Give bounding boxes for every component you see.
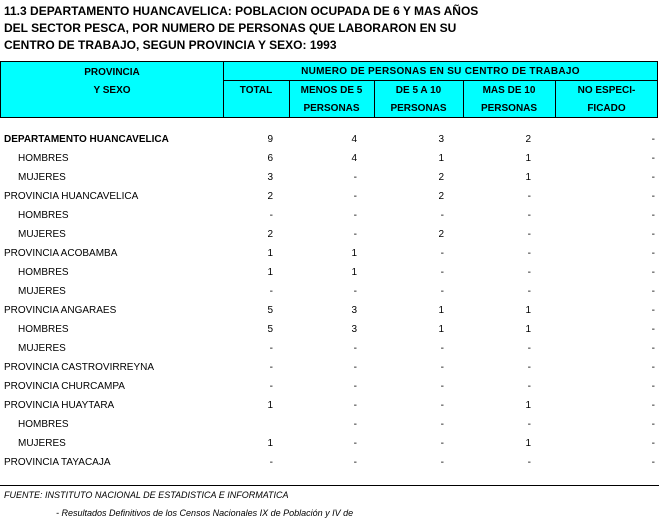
- cell-mas10: -: [527, 210, 531, 221]
- header-group: NUMERO DE PERSONAS EN SU CENTRO DE TRABAJO: [301, 66, 580, 77]
- cell-mas10: 2: [525, 134, 531, 145]
- cell-de5a10: -: [440, 419, 444, 430]
- header-mas10-b: PERSONAS: [480, 103, 538, 114]
- row-label: HOMBRES: [18, 324, 69, 335]
- cell-mas10: -: [527, 457, 531, 468]
- cell-menos5: -: [353, 381, 357, 392]
- cell-total: 1: [267, 438, 273, 449]
- row-label: PROVINCIA CASTROVIRREYNA: [4, 362, 155, 373]
- cell-noesp: -: [651, 248, 655, 259]
- row-label: PROVINCIA HUANCAVELICA: [4, 191, 139, 202]
- table-row: [0, 282, 659, 301]
- cell-total: -: [269, 381, 273, 392]
- cell-mas10: -: [527, 248, 531, 259]
- table-row: [0, 263, 659, 282]
- cell-total: 2: [267, 229, 273, 240]
- title-line-1: 11.3 DEPARTAMENTO HUANCAVELICA: POBLACION OCUPADA DE 6 Y MAS AÑOS: [4, 4, 479, 18]
- cell-mas10: 1: [525, 305, 531, 316]
- header-mas10-a: MAS DE 10: [482, 85, 536, 96]
- cell-mas10: -: [527, 362, 531, 373]
- cell-menos5: -: [353, 286, 357, 297]
- cell-menos5: -: [353, 343, 357, 354]
- cell-total: 5: [267, 305, 273, 316]
- header-total: TOTAL: [239, 85, 273, 96]
- cell-total: -: [269, 457, 273, 468]
- cell-noesp: -: [651, 438, 655, 449]
- cell-de5a10: 1: [438, 153, 444, 164]
- cell-de5a10: -: [440, 286, 444, 297]
- cell-menos5: -: [353, 419, 357, 430]
- table-row: [0, 206, 659, 225]
- cell-de5a10: 2: [438, 172, 444, 183]
- cell-mas10: 1: [525, 438, 531, 449]
- cell-mas10: 1: [525, 324, 531, 335]
- table-row: [0, 434, 659, 453]
- header-menos5-b: PERSONAS: [303, 103, 360, 114]
- footer-note: - Resultados Definitivos de los Censos Nacionales IX de Población y IV de: [56, 508, 354, 518]
- table-row: [0, 168, 659, 187]
- cell-menos5: -: [353, 438, 357, 449]
- cell-noesp: -: [651, 210, 655, 221]
- row-label: HOMBRES: [18, 267, 69, 278]
- row-label: MUJERES: [18, 286, 66, 297]
- cell-de5a10: -: [440, 248, 444, 259]
- cell-mas10: 1: [525, 400, 531, 411]
- cell-de5a10: -: [440, 400, 444, 411]
- cell-de5a10: -: [440, 362, 444, 373]
- table-row: [0, 187, 659, 206]
- row-label: PROVINCIA ANGARAES: [4, 305, 117, 316]
- cell-total: -: [269, 286, 273, 297]
- cell-noesp: -: [651, 381, 655, 392]
- cell-menos5: -: [353, 362, 357, 373]
- row-label: PROVINCIA HUAYTARA: [4, 400, 115, 411]
- row-label: PROVINCIA CHURCAMPA: [4, 381, 125, 392]
- footer-source: FUENTE: INSTITUTO NACIONAL DE ESTADISTICA E INFORMATICA: [4, 490, 289, 500]
- row-label: DEPARTAMENTO HUANCAVELICA: [4, 134, 169, 145]
- row-label: PROVINCIA ACOBAMBA: [4, 248, 118, 259]
- header-sexo: Y SEXO: [93, 85, 131, 96]
- table-row: [0, 358, 659, 377]
- header-noesp-a: NO ESPECI-: [577, 85, 636, 96]
- table-row: [0, 453, 659, 472]
- cell-menos5: 1: [351, 267, 357, 278]
- cell-noesp: -: [651, 457, 655, 468]
- row-label: MUJERES: [18, 438, 66, 449]
- cell-de5a10: 1: [438, 324, 444, 335]
- cell-de5a10: -: [440, 343, 444, 354]
- table-row: [0, 396, 659, 415]
- cell-total: 1: [267, 248, 273, 259]
- table-row: [0, 320, 659, 339]
- cell-noesp: -: [651, 400, 655, 411]
- cell-mas10: -: [527, 229, 531, 240]
- cell-mas10: 1: [525, 153, 531, 164]
- cell-de5a10: 1: [438, 305, 444, 316]
- row-label: MUJERES: [18, 229, 66, 240]
- cell-de5a10: -: [440, 438, 444, 449]
- cell-mas10: -: [527, 419, 531, 430]
- header-noesp-b: FICADO: [587, 103, 626, 114]
- header-de5a10-b: PERSONAS: [390, 103, 447, 114]
- cell-noesp: -: [651, 229, 655, 240]
- row-label: HOMBRES: [18, 210, 69, 221]
- cell-total: -: [269, 343, 273, 354]
- cell-noesp: -: [651, 153, 655, 164]
- header-provincia: PROVINCIA: [84, 67, 140, 78]
- header-menos5-a: MENOS DE 5: [300, 85, 363, 96]
- cell-noesp: -: [651, 343, 655, 354]
- cell-menos5: 1: [351, 248, 357, 259]
- row-label: PROVINCIA TAYACAJA: [4, 457, 111, 468]
- table-row: [0, 244, 659, 263]
- table-title: [4, 3, 478, 54]
- cell-total: 5: [267, 324, 273, 335]
- cell-menos5: -: [353, 400, 357, 411]
- cell-de5a10: -: [440, 267, 444, 278]
- cell-noesp: -: [651, 172, 655, 183]
- cell-de5a10: 2: [438, 229, 444, 240]
- cell-menos5: 4: [351, 153, 357, 164]
- cell-menos5: 4: [351, 134, 357, 145]
- cell-total: 2: [267, 191, 273, 202]
- row-label: MUJERES: [18, 343, 66, 354]
- cell-de5a10: 2: [438, 191, 444, 202]
- cell-de5a10: -: [440, 457, 444, 468]
- row-label: MUJERES: [18, 172, 66, 183]
- title-line-2: DEL SECTOR PESCA, POR NUMERO DE PERSONAS QUE LABORARON EN SU: [4, 21, 457, 35]
- cell-menos5: 3: [351, 324, 357, 335]
- row-label: HOMBRES: [18, 153, 69, 164]
- cell-de5a10: 3: [438, 134, 444, 145]
- cell-total: 9: [267, 134, 273, 145]
- footer-rule: [0, 485, 659, 486]
- cell-menos5: -: [353, 457, 357, 468]
- cell-de5a10: -: [440, 381, 444, 392]
- cell-noesp: -: [651, 134, 655, 145]
- cell-noesp: -: [651, 191, 655, 202]
- cell-total: 1: [267, 267, 273, 278]
- table-row: [0, 301, 659, 320]
- title-line-3: CENTRO DE TRABAJO, SEGUN PROVINCIA Y SEXO: 1993: [4, 38, 337, 52]
- cell-mas10: -: [527, 267, 531, 278]
- row-label: HOMBRES: [18, 419, 69, 430]
- cell-noesp: -: [651, 362, 655, 373]
- cell-de5a10: -: [440, 210, 444, 221]
- cell-menos5: -: [353, 191, 357, 202]
- table-row: [0, 149, 659, 168]
- table-row: [0, 130, 659, 149]
- cell-total: 6: [267, 153, 273, 164]
- cell-total: -: [269, 362, 273, 373]
- cell-mas10: 1: [525, 172, 531, 183]
- cell-menos5: 3: [351, 305, 357, 316]
- cell-noesp: -: [651, 267, 655, 278]
- cell-noesp: -: [651, 324, 655, 335]
- cell-menos5: -: [353, 210, 357, 221]
- cell-menos5: -: [353, 172, 357, 183]
- header-de5a10-a: DE 5 A 10: [395, 85, 442, 96]
- cell-mas10: -: [527, 381, 531, 392]
- cell-total: 1: [267, 400, 273, 411]
- table-row: [0, 377, 659, 396]
- cell-menos5: -: [353, 229, 357, 240]
- cell-mas10: -: [527, 286, 531, 297]
- cell-noesp: -: [651, 305, 655, 316]
- cell-mas10: -: [527, 191, 531, 202]
- cell-total: 3: [267, 172, 273, 183]
- table-row: [0, 339, 659, 358]
- table-header: [0, 61, 658, 118]
- cell-noesp: -: [651, 286, 655, 297]
- cell-total: -: [269, 210, 273, 221]
- cell-noesp: -: [651, 419, 655, 430]
- table-row: [0, 415, 659, 434]
- cell-mas10: -: [527, 343, 531, 354]
- table-row: [0, 225, 659, 244]
